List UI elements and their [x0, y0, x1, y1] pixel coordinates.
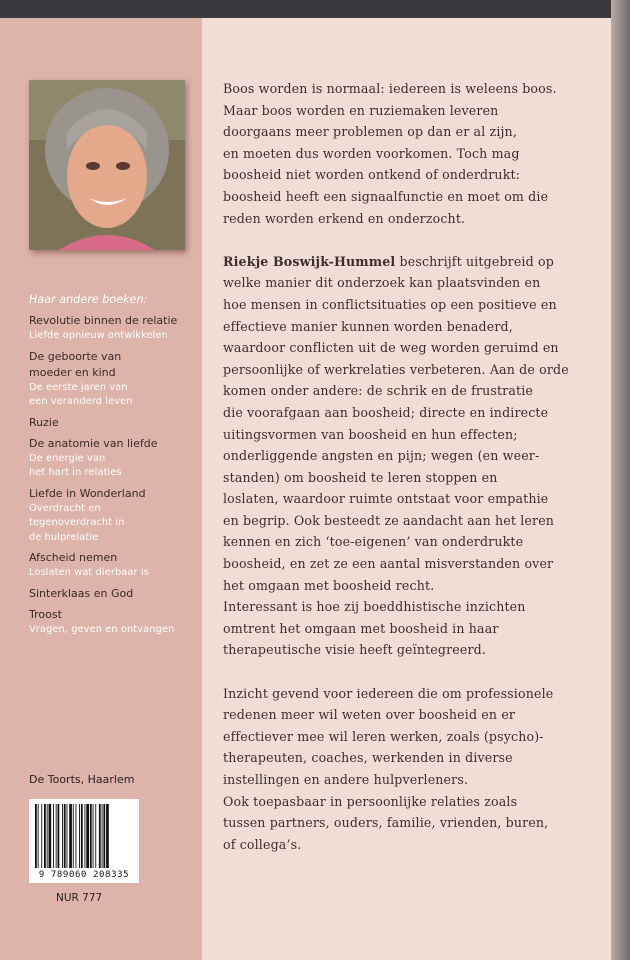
barcode-bars — [35, 804, 133, 868]
book-subtitle: Loslaten wat dierbaar is — [29, 567, 149, 578]
other-books-list — [29, 313, 201, 642]
book-subtitle: De energie van het hart in relaties — [29, 452, 122, 478]
book-title: Sinterklaas en God — [29, 586, 134, 600]
list-item — [29, 607, 201, 638]
book-subtitle: Vragen, geven en ontvangen — [29, 623, 175, 635]
list-item — [29, 486, 201, 546]
list-item — [29, 436, 201, 481]
book-subtitle: De eerste jaren van een veranderd leven — [29, 381, 133, 407]
list-item — [29, 415, 201, 431]
book-title: Troost — [29, 607, 62, 621]
list-item — [29, 550, 201, 581]
list-item — [29, 586, 201, 602]
barcode — [29, 799, 139, 883]
right-edge — [611, 0, 630, 960]
blurb — [223, 78, 593, 855]
nur-code: NUR 777 — [56, 892, 103, 904]
book-title: De geboorte van moeder en kind — [29, 349, 122, 379]
book-title: Liefde in Wonderland — [29, 486, 146, 500]
publisher: De Toorts, Haarlem — [29, 773, 135, 786]
book-title: Revolutie binnen de relatie — [29, 314, 178, 327]
book-subtitle: Overdracht en tegenoverdracht in de hulprelatie — [29, 502, 125, 543]
isbn-number: 9 789060 208335 — [38, 870, 130, 880]
author-photo — [29, 80, 185, 250]
book-subtitle: Liefde opnieuw ontwikkelen — [29, 330, 168, 341]
blurb-paragraph-1: Boos worden is normaal: iedereen is weleens boos. Maar boos worden en ruziemaken leveren doorgaans meer problemen op dan er al zijn, en moeten dus worden voorkomen. Toch mag boosheid niet worden ontkend of onderdrukt: boosheid heeft een signaalfunctie en moet om die reden worden erkend en onderzocht. — [223, 81, 557, 226]
book-title: De anatomie van liefde — [29, 436, 158, 450]
book-title: Ruzie — [29, 415, 59, 429]
blurb-paragraph-2-text: beschrijft uitgebreid op welke manier dit onderzoek kan plaatsvinden en hoe mensen in conflictsituaties op een positieve en effectieve manier kunnen worden benaderd, waardoor conflicten uit de weg worden geruimd en persoonlijke of werkrelaties verbeteren. Aan de orde komen onder andere: de schrik en de frustratie die voorafgaan aan boosheid; directe en indirecte uitingsvormen van boosheid en hun effecten; onderliggende angsten en pijn; wegen (en weer- standen) om boosheid te leren stoppen en loslaten, waardoor ruimte ontstaat voor empathie en begrip. Ook besteedt ze aandacht aan het leren kennen en zich ‘toe-eigenen’ van onderdrukte boosheid, en zet ze een aantal misverstanden over het omgaan met boosheid recht. Interessant is hoe zij boeddhistische inzichten omtrent het omgaan met boosheid in haar therapeutische visie heeft geïntegreerd. — [223, 253, 569, 658]
blurb-paragraph-2 — [223, 251, 593, 661]
other-books-heading: Haar andere boeken: — [29, 293, 148, 306]
author-name: Riekje Boswijk-Hummel — [223, 253, 396, 269]
blurb-paragraph-3: Inzicht gevend voor iedereen die om professionele redenen meer wil weten over boosheid en er effectiever mee wil leren werken, zoals (psycho)- therapeuten, coaches, werkenden in diverse instellingen en andere hulpverleners. Ook toepasbaar in persoonlijke relaties zoals tussen partners, ouders, familie, vrienden, buren, of collega’s. — [223, 685, 554, 852]
book-title: Afscheid nemen — [29, 551, 118, 564]
list-item — [29, 313, 201, 344]
list-item — [29, 349, 201, 410]
top-edge — [0, 0, 630, 18]
author-portrait-illustration — [29, 80, 185, 250]
